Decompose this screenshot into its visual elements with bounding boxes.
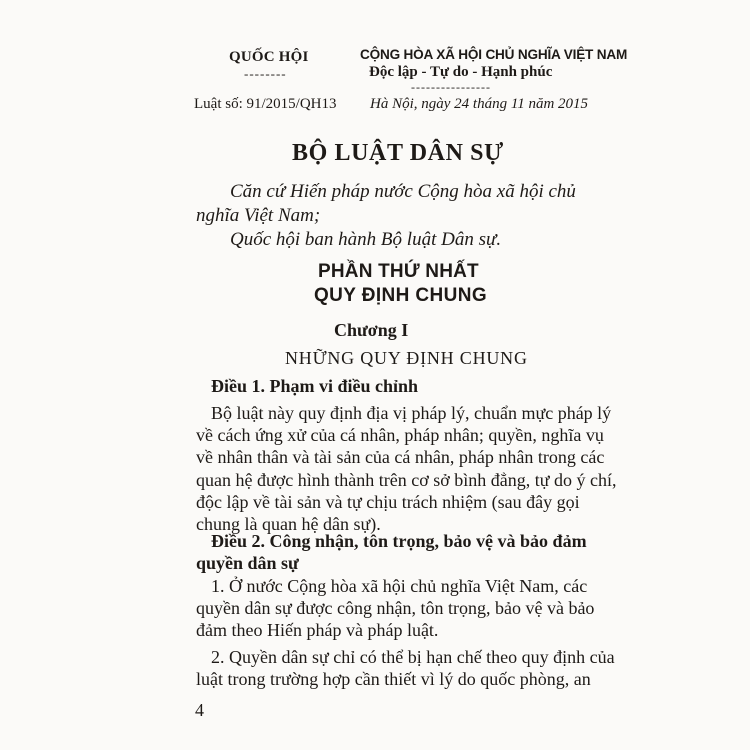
preamble xyxy=(196,180,600,252)
body-line: về nhân thân và tài sản của cá nhân, pháp nhân trong các xyxy=(196,447,605,468)
body-line: đảm theo Hiến pháp và pháp luật. xyxy=(196,620,439,641)
body-line: quyền dân sự được công nhận, tôn trọng, bảo vệ và bảo xyxy=(196,598,595,619)
chapter-title: NHỮNG QUY ĐỊNH CHUNG xyxy=(285,348,528,368)
body-line: độc lập về tài sản và tự chịu trách nhiệm (sau đây gọi xyxy=(196,491,580,512)
body-line: quan hệ được hình thành trên cơ sở bình đẳng, tự do ý chí, xyxy=(196,469,617,490)
body-line: Bộ luật này quy định địa vị pháp lý, chuẩn mực pháp lý xyxy=(211,403,612,423)
national-title: CỘNG HÒA XÃ HỘI CHỦ NGHĨA VIỆT NAM xyxy=(360,47,628,62)
national-motto: Độc lập - Tự do - Hạnh phúc xyxy=(369,64,553,80)
article-1-body xyxy=(196,402,617,535)
article-2-heading: Điều 2. Công nhận, tôn trọng, bảo vệ và bảo đảm xyxy=(211,531,587,551)
preamble-line: nghĩa Việt Nam; xyxy=(196,205,321,226)
body-line: về cách ứng xử của cá nhân, pháp nhân; quyền, nghĩa vụ xyxy=(196,425,604,446)
preamble-line: Căn cứ Hiến pháp nước Cộng hòa xã hội chủ xyxy=(230,181,576,202)
motto-underline: ---------------- xyxy=(411,80,491,94)
code-title: BỘ LUẬT DÂN SỰ xyxy=(292,140,504,166)
article-2-heading-cont: quyền dân sự xyxy=(196,553,299,573)
article-2-body xyxy=(196,575,615,690)
issue-date: Hà Nội, ngày 24 tháng 11 năm 2015 xyxy=(370,96,589,112)
page-number: 4 xyxy=(195,700,204,720)
body-line: 2. Quyền dân sự chỉ có thể bị hạn chế theo quy định của xyxy=(211,646,615,667)
law-number: Luật số: 91/2015/QH13 xyxy=(194,96,337,112)
body-line: luật trong trường hợp cần thiết vì lý do quốc phòng, an xyxy=(196,668,591,689)
part-title: PHẦN THỨ NHẤT xyxy=(318,261,479,282)
body-line: 1. Ở nước Cộng hòa xã hội chủ nghĩa Việt Nam, các xyxy=(211,576,588,596)
article-1-heading: Điều 1. Phạm vi điều chỉnh xyxy=(211,376,419,396)
issuing-body: QUỐC HỘI xyxy=(229,49,309,65)
preamble-line: Quốc hội ban hành Bộ luật Dân sự. xyxy=(230,229,502,250)
part-subtitle: QUY ĐỊNH CHUNG xyxy=(314,285,488,306)
chapter-number: Chương I xyxy=(334,320,409,340)
issuing-body-underline: -------- xyxy=(244,66,287,81)
body-line: chung là quan hệ dân sự). xyxy=(196,514,381,535)
